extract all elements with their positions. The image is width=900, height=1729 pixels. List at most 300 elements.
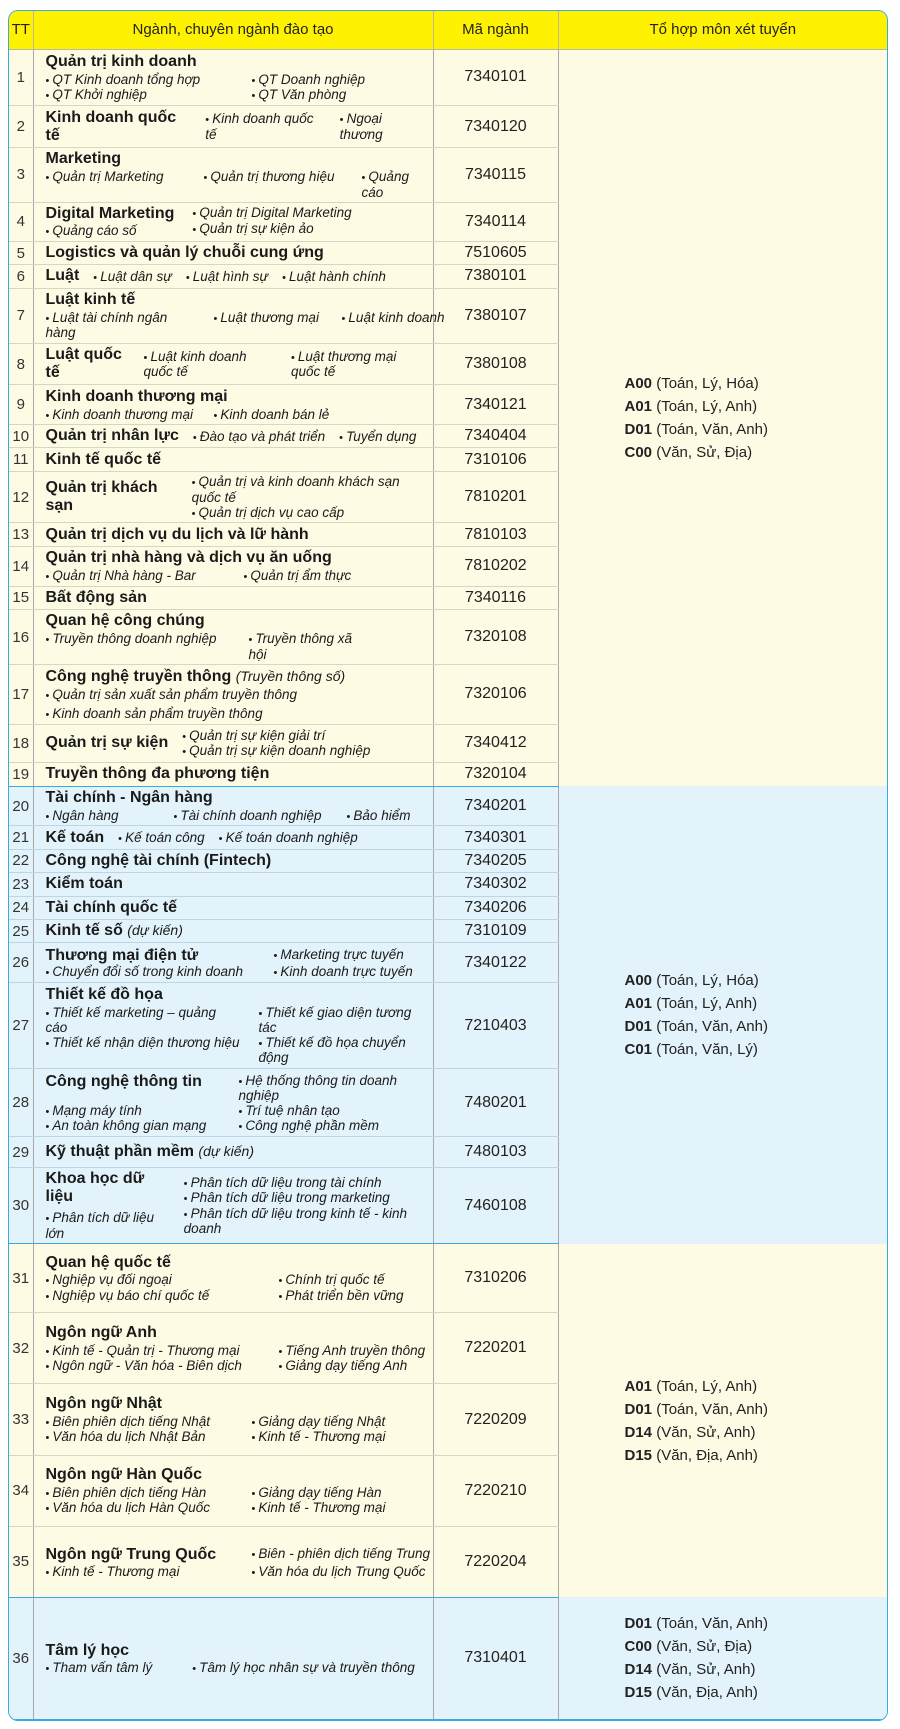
table-row <box>9 1244 887 1313</box>
program-title: Quản trị dịch vụ du lịch và lữ hành <box>45 525 309 543</box>
row-number: 21 <box>9 826 33 849</box>
program-note: (Truyền thông số) <box>235 667 346 684</box>
program-cell <box>33 147 433 202</box>
program-heading <box>46 109 192 145</box>
program-title: Quản trị nhà hàng và dịch vụ ăn uống <box>45 549 332 567</box>
combination-line <box>625 1421 888 1444</box>
program-title: Kinh doanh thương mại <box>45 387 228 405</box>
specialization-list <box>46 1343 427 1374</box>
combination-subjects: (Văn, Địa, Anh) <box>656 1446 758 1464</box>
specialization-item: • Quản trị ẩm thực <box>244 568 364 583</box>
specialization-item: • Phân tích dữ liệu trong kinh tế - kinh doanh <box>184 1206 427 1236</box>
combination-line <box>625 1444 888 1467</box>
program-line <box>46 829 427 847</box>
specialization-item: • Kinh doanh thương mại <box>46 407 196 422</box>
specialization-list <box>46 1485 427 1516</box>
specialization-item: • Luật kinh doanh quốc tế <box>144 349 277 379</box>
combination-subjects: (Văn, Sử, Anh) <box>656 1661 756 1679</box>
row-number: 30 <box>9 1167 33 1243</box>
row-number: 13 <box>9 523 33 546</box>
program-title: Quan hệ quốc tế <box>45 1253 171 1271</box>
program-code: 7480201 <box>433 1069 558 1137</box>
combination-code: A01 <box>624 994 653 1012</box>
program-heading <box>46 612 427 630</box>
program-title: Quản trị nhân lực <box>45 427 179 445</box>
specialization-list <box>46 631 427 661</box>
program-heading <box>46 922 427 940</box>
specialization-item: • Quảng cáo <box>362 169 432 199</box>
program-title: Công nghệ thông tin <box>45 1072 202 1090</box>
specialization-item: • Quản trị sự kiện doanh nghiệp <box>182 743 370 758</box>
specialization-item: • Kế toán doanh nghiệp <box>219 830 358 845</box>
row-number: 14 <box>9 546 33 586</box>
program-cell <box>33 1167 433 1243</box>
program-code: 7220209 <box>433 1384 558 1455</box>
specialization-item: • Kinh tế - Thương mại <box>46 1564 234 1579</box>
specialization-item: • Kinh tế - Thương mại <box>252 1500 402 1515</box>
program-cell <box>33 586 433 609</box>
combination-subjects: (Toán, Lý, Anh) <box>656 397 758 415</box>
row-number: 3 <box>9 147 33 202</box>
program-heading <box>46 244 427 262</box>
specialization-list <box>46 1005 427 1066</box>
program-code: 7320108 <box>433 609 558 664</box>
specialization-item: • Kinh tế - Thương mại <box>252 1429 402 1444</box>
row-number: 15 <box>9 586 33 609</box>
specialization-item: • Thiết kế marketing – quảng cáo <box>46 1005 241 1035</box>
specialization-item: • Văn hóa du lịch Nhật Bản <box>46 1429 234 1444</box>
program-heading <box>46 549 427 567</box>
program-cell <box>33 1455 433 1526</box>
program-heading <box>46 388 427 406</box>
combination-code: A00 <box>624 374 653 392</box>
program-cell <box>33 288 445 343</box>
specialization-item: • Biên phiên dịch tiếng Hàn <box>46 1485 234 1500</box>
combination-subjects: (Văn, Sử, Địa) <box>656 443 753 461</box>
row-number: 6 <box>9 265 33 288</box>
program-heading <box>46 789 427 807</box>
program-heading <box>46 1642 427 1660</box>
combination-line <box>625 1375 888 1398</box>
program-heading <box>46 852 427 870</box>
program-heading <box>46 765 427 783</box>
program-title: Luật kinh tế <box>45 291 136 309</box>
row-number: 24 <box>9 896 33 919</box>
specialization-item: • Luật thương mại quốc tế <box>291 349 427 379</box>
program-code: 7210403 <box>433 983 558 1069</box>
program-code: 7320106 <box>433 665 558 724</box>
specialization-item: • Quản trị Digital Marketing <box>192 205 351 220</box>
specialization-item: • Nghiệp vụ báo chí quốc tế <box>46 1288 261 1303</box>
row-number: 25 <box>9 919 33 942</box>
program-title: Kỹ thuật phần mềm <box>45 1143 194 1161</box>
combination-code: C01 <box>624 1040 653 1058</box>
program-code: 7340404 <box>433 425 558 448</box>
specialization-item: • Phân tích dữ liệu lớn <box>46 1210 166 1240</box>
program-line <box>46 109 427 145</box>
program-heading <box>46 205 175 223</box>
combination-line <box>625 992 888 1015</box>
program-title: Kế toán <box>45 828 105 846</box>
specialization-item: • Hệ thống thông tin doanh nghiệp <box>239 1073 429 1103</box>
program-heading <box>46 1073 221 1103</box>
specialization-list <box>46 407 427 422</box>
program-right <box>192 205 351 236</box>
program-heading <box>46 1143 427 1161</box>
specialization-item: • Ngôn ngữ - Văn hóa - Biên dịch <box>46 1358 261 1373</box>
combination-line <box>625 441 888 464</box>
program-cell <box>33 943 433 983</box>
program-heading <box>46 668 427 686</box>
program-title: Công nghệ truyền thông <box>45 667 232 685</box>
program-cell <box>33 1384 433 1455</box>
program-cell <box>33 106 433 147</box>
program-line <box>46 427 427 445</box>
specialization-list <box>184 1175 427 1236</box>
program-code: 7340412 <box>433 724 558 763</box>
program-cell <box>33 786 433 826</box>
specialization-item: • Tuyển dụng <box>339 429 416 444</box>
specialization-item: • Chính trị quốc tế <box>279 1272 429 1287</box>
specialization-item: • Ngân hàng <box>46 808 156 823</box>
combination-code: A01 <box>624 1377 653 1395</box>
program-subs <box>46 1660 427 1675</box>
program-title: Digital Marketing <box>45 205 175 223</box>
specialization-item: • Kinh doanh trực tuyến <box>274 964 424 979</box>
specialization-item: • Bảo hiểm <box>347 808 427 823</box>
program-heading <box>46 947 256 965</box>
specialization-item: • Phân tích dữ liệu trong tài chính <box>184 1175 427 1190</box>
specialization-item: • Quản trị sản xuất sản phẩm truyền thông <box>46 687 427 702</box>
row-number: 7 <box>9 288 33 343</box>
program-title: Kiểm toán <box>45 875 123 893</box>
program-code: 7340302 <box>433 873 558 896</box>
program-code: 7340301 <box>433 826 558 849</box>
specialization-list <box>46 947 427 980</box>
combination-line <box>625 1015 888 1038</box>
combination-subjects: (Toán, Văn, Anh) <box>656 420 768 438</box>
combination-subjects: (Toán, Văn, Anh) <box>656 1400 768 1418</box>
program-line <box>46 728 427 759</box>
program-code: 7220204 <box>433 1526 558 1597</box>
program-heading <box>46 1395 427 1413</box>
program-code: 7340101 <box>433 49 558 106</box>
program-title: Kinh tế quốc tế <box>45 450 162 468</box>
row-number: 31 <box>9 1244 33 1313</box>
header-tt: TT <box>9 11 33 49</box>
combination-code: D01 <box>624 1615 653 1633</box>
specialization-item: • Tiếng Anh truyền thông <box>279 1343 429 1358</box>
program-left <box>46 1170 166 1240</box>
combination-code: D14 <box>624 1423 653 1441</box>
program-title: Quản trị sự kiện <box>45 734 169 752</box>
program-heading <box>46 479 178 515</box>
combination-code: D14 <box>624 1661 653 1679</box>
program-code: 7220210 <box>433 1455 558 1526</box>
program-note: (dự kiến) <box>127 922 183 939</box>
row-number: 26 <box>9 943 33 983</box>
program-heading <box>46 589 427 607</box>
row-number: 33 <box>9 1384 33 1455</box>
program-cell <box>33 385 433 425</box>
row-number: 9 <box>9 385 33 425</box>
specialization-item: • Quản trị thương hiệu <box>204 169 344 199</box>
program-heading <box>46 291 427 309</box>
program-code: 7340115 <box>433 147 558 202</box>
row-number: 17 <box>9 665 33 724</box>
specialization-list <box>46 1272 427 1303</box>
specialization-item: • Thiết kế nhận diện thương hiệu <box>46 1035 241 1065</box>
program-title: Tâm lý học <box>45 1641 130 1659</box>
specialization-item: • Thiết kế đồ họa chuyển động <box>259 1035 429 1065</box>
program-code: 7510605 <box>433 241 558 264</box>
combination-subjects: (Toán, Lý, Anh) <box>656 994 758 1012</box>
specialization-list <box>45 1545 431 1579</box>
specialization-list <box>46 687 427 722</box>
program-title: Quản trị khách sạn <box>45 479 158 515</box>
program-line <box>46 346 427 382</box>
specialization-item: • Kinh doanh bán lẻ <box>214 407 334 422</box>
program-cell <box>33 546 433 586</box>
specialization-item: • Thiết kế giao diện tương tác <box>259 1005 429 1035</box>
specialization-list <box>192 474 427 520</box>
row-number: 10 <box>9 425 33 448</box>
program-cell <box>33 665 433 724</box>
program-code: 7340122 <box>433 943 558 983</box>
program-cell <box>33 1137 433 1167</box>
program-heading <box>46 451 427 469</box>
program-code: 7310206 <box>433 1244 558 1313</box>
subject-combinations <box>558 786 887 1244</box>
combination-line <box>625 372 888 395</box>
program-cell <box>33 49 433 106</box>
program-heading <box>46 53 427 71</box>
program-cell <box>33 448 433 471</box>
combination-line <box>625 418 888 441</box>
combination-line <box>625 1635 888 1658</box>
program-heading <box>46 150 427 168</box>
combination-code: C00 <box>624 1638 653 1656</box>
specialization-item: • Trí tuệ nhân tạo <box>239 1103 429 1118</box>
row-number: 2 <box>9 106 33 147</box>
row-number: 11 <box>9 448 33 471</box>
specialization-item: • Quản trị Marketing <box>46 169 186 199</box>
program-cell <box>33 1526 433 1597</box>
program-line <box>46 205 427 238</box>
specialization-item: • Quảng cáo số <box>46 223 175 238</box>
program-title: Kinh doanh quốc tế <box>45 108 177 144</box>
program-code: 7810202 <box>433 546 558 586</box>
program-code: 7340116 <box>433 586 558 609</box>
program-heading <box>46 1546 234 1564</box>
program-code: 7310106 <box>433 448 558 471</box>
specialization-item: • Ngoại thương <box>340 111 427 141</box>
row-number: 23 <box>9 873 33 896</box>
specialization-item: • QT Doanh nghiệp <box>252 72 372 87</box>
row-number: 20 <box>9 786 33 826</box>
specialization-list <box>46 72 427 103</box>
program-cell <box>33 896 433 919</box>
specialization-item: • Tâm lý học nhân sự và truyền thông <box>192 1660 415 1675</box>
specialization-item: • Phân tích dữ liệu trong marketing <box>184 1190 427 1205</box>
program-title: Logistics và quản lý chuỗi cung ứng <box>45 244 324 262</box>
combination-line <box>625 1658 888 1681</box>
specialization-item: • Giảng dạy tiếng Anh <box>279 1358 429 1373</box>
program-code: 7340121 <box>433 385 558 425</box>
row-number: 12 <box>9 471 33 523</box>
table-row <box>9 49 887 106</box>
program-title: Quan hệ công chúng <box>45 612 205 630</box>
program-code: 7340114 <box>433 203 558 242</box>
specialization-item: • Luật kinh doanh <box>342 310 452 340</box>
program-title: Ngôn ngữ Anh <box>45 1323 157 1341</box>
admissions-table-frame <box>8 10 888 1721</box>
program-code: 7320104 <box>433 763 558 786</box>
specialization-item: • Văn hóa du lịch Hàn Quốc <box>46 1500 234 1515</box>
combination-code: D01 <box>624 1017 653 1035</box>
combination-code: C00 <box>624 443 653 461</box>
row-number: 32 <box>9 1313 33 1384</box>
specialization-list <box>46 1073 427 1134</box>
program-code: 7380107 <box>433 288 558 343</box>
specialization-list <box>182 728 370 759</box>
specialization-item: • QT Khởi nghiệp <box>46 87 234 102</box>
program-title: Công nghệ tài chính (Fintech) <box>45 852 272 870</box>
program-cell <box>33 471 433 523</box>
specialization-item: • Truyền thông xã hội <box>249 631 369 661</box>
specialization-item: • QT Văn phòng <box>252 87 372 102</box>
specialization-item: • Quản trị sự kiện ảo <box>192 221 351 236</box>
program-block <box>46 1642 427 1675</box>
row-number: 8 <box>9 343 33 384</box>
program-title: Bất động sản <box>45 588 147 606</box>
specialization-item: • An toàn không gian mạng <box>46 1118 221 1133</box>
specialization-item: • Giảng dạy tiếng Nhật <box>252 1414 402 1429</box>
row-number: 36 <box>9 1597 33 1719</box>
specialization-item: • Biên phiên dịch tiếng Nhật <box>46 1414 234 1429</box>
program-title: Marketing <box>45 150 122 168</box>
table-row <box>9 1597 887 1719</box>
table-header <box>9 11 887 49</box>
program-left <box>46 205 175 238</box>
program-cell <box>33 1597 433 1719</box>
header-program: Ngành, chuyên ngành đào tạo <box>33 11 433 49</box>
specialization-item: • Kinh doanh sản phẩm truyền thông <box>46 706 427 721</box>
specialization-item: • Quản trị sự kiện giải trí <box>182 728 370 743</box>
combination-subjects: (Toán, Văn, Anh) <box>656 1017 768 1035</box>
row-number: 19 <box>9 763 33 786</box>
program-title: Khoa học dữ liệu <box>45 1170 145 1206</box>
row-number: 1 <box>9 49 33 106</box>
program-title: Ngôn ngữ Hàn Quốc <box>45 1465 202 1483</box>
specialization-item: • Kinh tế - Quản trị - Thương mại <box>46 1343 261 1358</box>
program-heading <box>46 267 80 285</box>
combination-line <box>625 1681 888 1704</box>
specialization-item: • Quản trị dịch vụ cao cấp <box>192 505 427 520</box>
program-title: Ngôn ngữ Nhật <box>45 1394 162 1412</box>
specialization-item: • Mạng máy tính <box>46 1103 221 1118</box>
subject-combinations <box>558 1597 887 1719</box>
specialization-item: • Tài chính doanh nghiệp <box>174 808 329 823</box>
program-code: 7220201 <box>433 1313 558 1384</box>
combination-line <box>625 1398 888 1421</box>
header-code: Mã ngành <box>433 11 558 49</box>
program-title: Luật quốc tế <box>45 346 122 382</box>
admissions-table <box>9 11 887 1720</box>
program-heading <box>46 427 179 445</box>
combination-code: D01 <box>624 1400 653 1418</box>
program-heading <box>46 1254 427 1272</box>
specialization-item: • Marketing trực tuyến <box>274 947 424 965</box>
program-cell <box>33 873 433 896</box>
specialization-item: • Quản trị Nhà hàng - Bar <box>46 568 226 583</box>
specialization-item: • Kinh doanh quốc tế <box>205 111 325 141</box>
specialization-item: • Kế toán công <box>118 830 205 845</box>
combination-line <box>625 969 888 992</box>
combination-subjects: (Toán, Văn, Anh) <box>656 1615 768 1633</box>
program-cell <box>33 724 433 763</box>
program-code: 7340206 <box>433 896 558 919</box>
combination-code: D01 <box>624 420 653 438</box>
row-number: 22 <box>9 849 33 872</box>
specialization-item: • Luật tài chính ngân hàng <box>46 310 196 340</box>
combination-line <box>625 1612 888 1635</box>
program-cell <box>33 523 433 546</box>
program-code: 7480103 <box>433 1137 558 1167</box>
specialization-item: • Luật hình sự <box>186 269 268 284</box>
program-code: 7340201 <box>433 786 558 826</box>
specialization-item: • Nghiệp vụ đối ngoại <box>46 1272 261 1287</box>
program-title: Truyền thông đa phương tiện <box>45 765 270 783</box>
combination-code: D15 <box>624 1684 653 1702</box>
program-code: 7340120 <box>433 106 558 147</box>
program-heading <box>46 734 169 752</box>
program-title: Thương mại điện tử <box>45 946 199 964</box>
program-cell <box>33 983 433 1069</box>
subject-combinations <box>558 1244 887 1598</box>
row-number: 29 <box>9 1137 33 1167</box>
program-cell <box>33 1313 433 1384</box>
program-cell <box>33 1244 433 1313</box>
combination-subjects: (Văn, Địa, Anh) <box>656 1684 758 1702</box>
specialization-item: • Biên - phiên dịch tiếng Trung <box>252 1546 452 1564</box>
row-number: 18 <box>9 724 33 763</box>
program-cell <box>33 425 433 448</box>
specialization-item: • Phát triển bền vững <box>279 1288 429 1303</box>
combination-line <box>625 395 888 418</box>
program-cell <box>33 826 433 849</box>
program-cell <box>33 241 433 264</box>
row-number: 27 <box>9 983 33 1069</box>
program-line <box>46 1170 427 1240</box>
row-number: 35 <box>9 1526 33 1597</box>
specialization-item: • Quản trị và kinh doanh khách sạn quốc tế <box>192 474 427 504</box>
specialization-item: • Đào tạo và phát triển <box>193 429 325 444</box>
combination-subjects: (Toán, Lý, Anh) <box>656 1377 758 1395</box>
program-title: Thiết kế đồ họa <box>45 985 163 1003</box>
table-body <box>9 49 887 1720</box>
program-cell <box>33 203 433 242</box>
program-heading <box>46 829 105 847</box>
program-heading <box>46 1324 427 1342</box>
row-number: 16 <box>9 609 33 664</box>
specialization-item: • Văn hóa du lịch Trung Quốc <box>252 1564 452 1579</box>
specialization-item: • Truyền thông doanh nghiệp <box>46 631 231 661</box>
program-title: Kinh tế số <box>45 922 123 940</box>
program-code: 7380108 <box>433 343 558 384</box>
program-cell <box>33 849 433 872</box>
program-code: 7810201 <box>433 471 558 523</box>
